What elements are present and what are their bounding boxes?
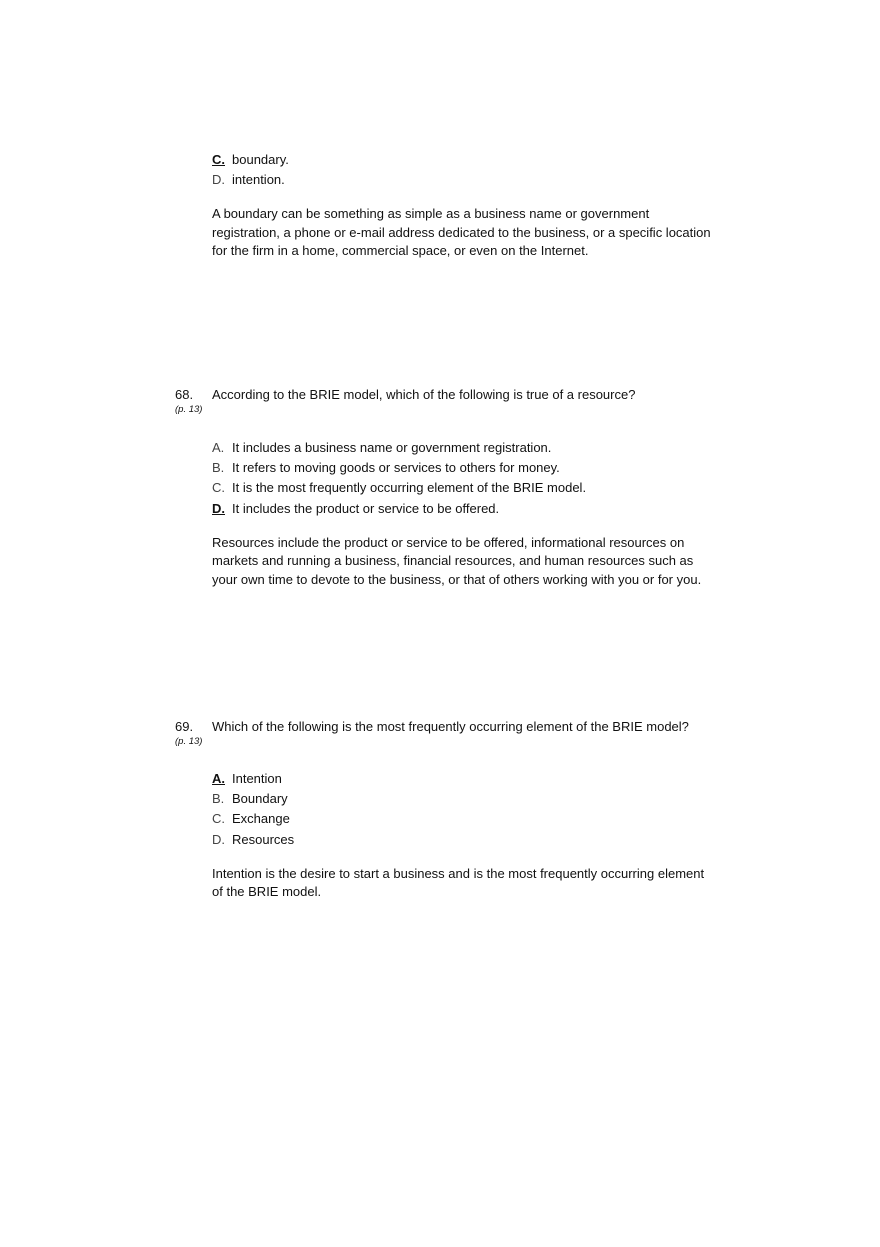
option-letter: A. [212, 771, 225, 786]
option-text: It includes a business name or government registration. [232, 440, 552, 455]
explanation-line: of the BRIE model. [212, 884, 322, 900]
option-letter: C. [212, 811, 225, 827]
option-text: Resources [232, 831, 295, 847]
explanation-line: Intention is the desire to start a business and is the most frequently occurring element [212, 865, 705, 881]
option-letter: C. [212, 152, 225, 167]
question-explanation [212, 865, 712, 902]
prev-question-options [212, 150, 735, 190]
explanation-line: markets and running a business, financial resources, and human resources such as [212, 553, 694, 569]
option-d [212, 499, 735, 519]
option-d [212, 170, 735, 190]
explanation-line: your own time to devote to the business, or that of others working with you or for you. [212, 571, 702, 587]
page-reference: (p. 13) [175, 404, 203, 415]
option-letter: C. [212, 480, 225, 496]
option-letter: B. [212, 460, 225, 476]
explanation-line: for the firm in a home, commercial space, or even on the Internet. [212, 243, 589, 259]
question-options [212, 438, 735, 519]
question-header [175, 718, 735, 736]
option-text: It is the most frequently occurring element of the BRIE model. [232, 480, 587, 496]
option-text: intention. [232, 172, 285, 188]
option-b [212, 458, 735, 478]
question-header [175, 386, 735, 404]
option-letter: D. [212, 172, 225, 188]
question-text: Which of the following is the most frequently occurring element of the BRIE model? [212, 719, 689, 734]
option-text: It refers to moving goods or services to others for money. [232, 460, 560, 476]
option-text: Boundary [232, 791, 288, 807]
option-text: It includes the product or service to be offered. [232, 500, 500, 516]
option-c [212, 150, 735, 170]
question-number: 69. [175, 719, 194, 734]
explanation-line: registration, a phone or e-mail address dedicated to the business, or a specific location [212, 224, 711, 240]
option-text: Exchange [232, 811, 290, 827]
option-b [212, 789, 735, 809]
explanation-line: Resources include the product or service to be offered, informational resources on [212, 534, 685, 550]
option-c [212, 478, 735, 498]
option-d [212, 830, 735, 850]
prev-question-block [175, 150, 735, 261]
question-69 [175, 718, 735, 902]
option-text: boundary. [232, 152, 289, 167]
page-reference: (p. 13) [175, 736, 203, 747]
option-letter: D. [212, 500, 225, 516]
question-options [212, 769, 735, 850]
prev-question-explanation [212, 205, 712, 261]
option-letter: D. [212, 831, 225, 847]
option-letter: A. [212, 440, 225, 455]
explanation-line: A boundary can be something as simple as a business name or government [212, 206, 650, 222]
question-number: 68. [175, 387, 194, 402]
option-c [212, 809, 735, 829]
question-68 [175, 386, 735, 589]
option-text: Intention [232, 771, 282, 786]
question-text: According to the BRIE model, which of the following is true of a resource? [212, 387, 636, 402]
option-a [212, 769, 735, 789]
question-explanation [212, 534, 712, 590]
option-a [212, 438, 735, 458]
option-letter: B. [212, 791, 225, 807]
